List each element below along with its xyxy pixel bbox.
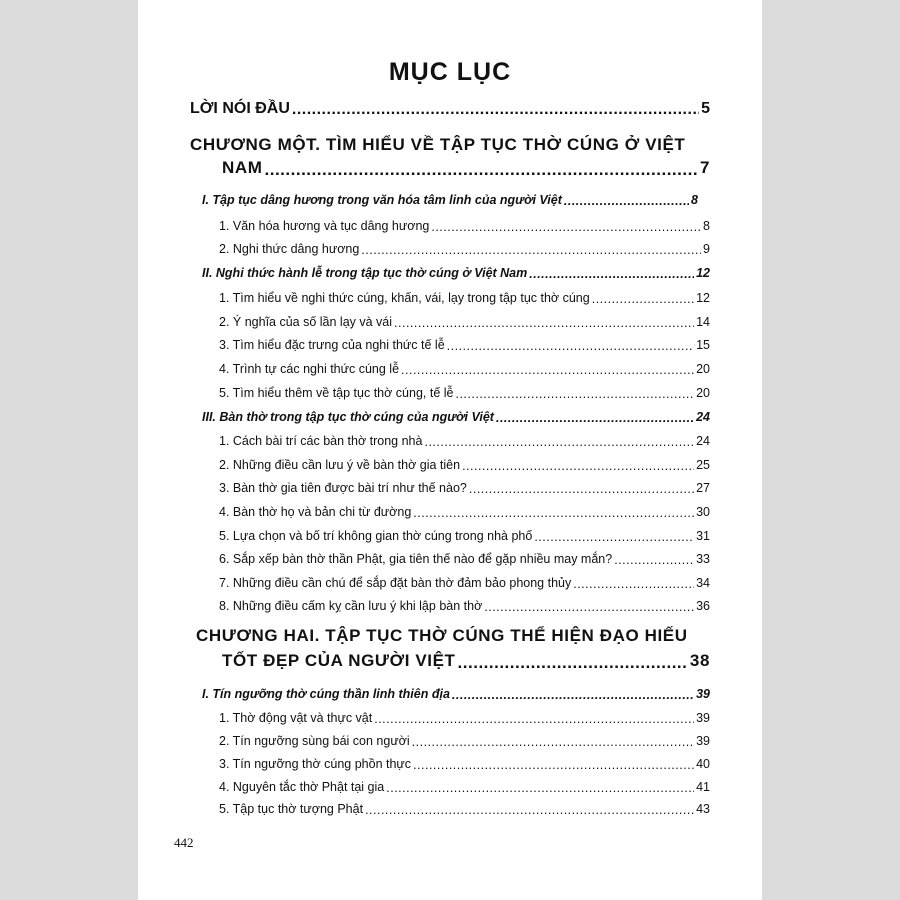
toc-entry-label: 7. Những điều cần chú để sắp đặt bàn thờ đảm bảo phong thủy bbox=[219, 576, 572, 590]
dot-leader bbox=[401, 364, 694, 377]
dot-leader bbox=[592, 293, 694, 306]
toc-entry-label: 3. Tìm hiểu đặc trưng của nghi thức tế lễ bbox=[219, 338, 445, 352]
toc-entry-label: TỐT ĐẸP CỦA NGƯỜI VIỆT bbox=[222, 651, 456, 670]
toc-entry-page: 36 bbox=[696, 599, 710, 613]
toc-entry-page: 34 bbox=[696, 576, 710, 590]
toc-entry-subsection bbox=[219, 315, 710, 329]
toc-entry-page: 40 bbox=[696, 757, 710, 771]
toc-entry-page: 39 bbox=[696, 687, 710, 701]
toc-entry-page: 5 bbox=[701, 100, 710, 117]
toc-entry-subsection bbox=[219, 386, 710, 400]
toc-entry-page: 24 bbox=[696, 434, 710, 448]
dot-leader bbox=[452, 689, 694, 702]
toc-entry-subsection bbox=[219, 458, 710, 472]
toc-entry-subsection bbox=[219, 599, 710, 613]
dot-leader bbox=[564, 195, 689, 208]
toc-entry-subsection bbox=[219, 757, 710, 771]
toc-entry-label: 1. Cách bài trí các bàn thờ trong nhà bbox=[219, 434, 423, 448]
toc-entry-label: 2. Tín ngưỡng sùng bái con người bbox=[219, 734, 410, 748]
toc-entry-section bbox=[202, 687, 710, 701]
toc-entry-page: 15 bbox=[696, 338, 710, 352]
toc-entry-label: 2. Những điều cần lưu ý về bàn thờ gia tiên bbox=[219, 458, 461, 472]
chapter-title-line: CHƯƠNG HAI. TẬP TỤC THỜ CÚNG THỂ HIỆN ĐẠO HIẾU bbox=[196, 626, 688, 645]
book-page bbox=[138, 0, 762, 900]
toc-entry-page: 8 bbox=[691, 193, 698, 207]
toc-entry-preface bbox=[190, 100, 710, 118]
toc-entry-page: 24 bbox=[696, 410, 710, 424]
dot-leader bbox=[458, 654, 688, 671]
toc-entry-label: I. Tín ngưỡng thờ cúng thần linh thiên địa bbox=[202, 687, 450, 701]
dot-leader bbox=[614, 554, 694, 567]
dot-leader bbox=[534, 531, 694, 544]
dot-leader bbox=[292, 102, 699, 118]
page-number: 442 bbox=[174, 835, 194, 850]
toc-entry-subsection bbox=[219, 242, 710, 256]
dot-leader bbox=[484, 601, 694, 614]
toc-entry-subsection bbox=[219, 576, 710, 590]
toc-entry-page: 14 bbox=[696, 315, 710, 329]
toc-entry-page: 39 bbox=[696, 734, 710, 748]
toc-entry-subsection bbox=[219, 780, 710, 794]
toc-entry-label: 4. Nguyên tắc thờ Phật tại gia bbox=[219, 780, 385, 794]
toc-entry-chapter-1 bbox=[222, 158, 710, 178]
toc-entry-page: 41 bbox=[696, 780, 710, 794]
toc-entry-subsection bbox=[219, 434, 710, 448]
toc-entry-label: 3. Bàn thờ gia tiên được bài trí như thế nào? bbox=[219, 481, 467, 495]
dot-leader bbox=[365, 804, 694, 817]
toc-entry-page: 31 bbox=[696, 529, 710, 543]
toc-entry-page: 27 bbox=[696, 481, 710, 495]
toc-entry-section bbox=[202, 266, 710, 280]
toc-entry-page: 20 bbox=[696, 362, 710, 376]
toc-entry-label: 1. Văn hóa hương và tục dâng hương bbox=[219, 219, 430, 233]
toc-entry-label: 4. Bàn thờ họ và bản chi từ đường bbox=[219, 505, 412, 519]
toc-entry-page: 39 bbox=[696, 711, 710, 725]
toc-entry-label: 8. Những điều cấm kỵ cần lưu ý khi lập bàn thờ bbox=[219, 599, 483, 613]
dot-leader bbox=[412, 736, 694, 749]
toc-entry-page: 8 bbox=[703, 219, 710, 233]
toc-entry-subsection bbox=[219, 362, 710, 376]
toc-entry-page: 7 bbox=[699, 158, 710, 177]
toc-entry-subsection bbox=[219, 291, 710, 305]
toc-entry-subsection bbox=[219, 711, 710, 725]
toc-entry-label: I. Tập tục dâng hương trong văn hóa tâm linh của người Việt bbox=[202, 193, 562, 207]
toc-entry-subsection bbox=[219, 219, 710, 233]
dot-leader bbox=[462, 460, 694, 473]
toc-entry-subsection bbox=[219, 338, 710, 352]
toc-entry-subsection bbox=[219, 529, 710, 543]
toc-entry-subsection bbox=[219, 552, 710, 566]
toc-entry-label: 6. Sắp xếp bàn thờ thần Phật, gia tiên thế nào để gặp nhiều may mắn? bbox=[219, 552, 613, 566]
toc-entry-section bbox=[202, 193, 698, 207]
toc-entry-page: 33 bbox=[696, 552, 710, 566]
toc-entry-page: 25 bbox=[696, 458, 710, 472]
toc-entry-label: 4. Trình tự các nghi thức cúng lễ bbox=[219, 362, 400, 376]
toc-entry-page: 43 bbox=[696, 802, 710, 816]
toc-entry-subsection bbox=[219, 802, 710, 816]
toc-entry-label: NAM bbox=[222, 158, 263, 177]
dot-leader bbox=[386, 782, 694, 795]
toc-entry-page: 38 bbox=[689, 651, 710, 670]
dot-leader bbox=[361, 244, 701, 257]
dot-leader bbox=[469, 483, 694, 496]
page-title: MỤC LỤC bbox=[388, 58, 512, 86]
dot-leader bbox=[529, 268, 694, 281]
toc-entry-chapter-2 bbox=[222, 651, 710, 671]
toc-entry-label: LỜI NÓI ĐẦU bbox=[190, 100, 290, 117]
toc-entry-label: 5. Tìm hiểu thêm về tập tục thờ cúng, tế lễ bbox=[219, 386, 454, 400]
toc-entry-page: 9 bbox=[703, 242, 710, 256]
dot-leader bbox=[424, 436, 694, 449]
toc-entry-page: 20 bbox=[696, 386, 710, 400]
dot-leader bbox=[394, 317, 694, 330]
toc-entry-label: 2. Nghi thức dâng hương bbox=[219, 242, 360, 256]
toc-entry-label: 1. Thờ động vật và thực vật bbox=[219, 711, 373, 725]
toc-entry-subsection bbox=[219, 481, 710, 495]
toc-entry-page: 12 bbox=[696, 291, 710, 305]
toc-entry-label: 1. Tìm hiểu về nghi thức cúng, khấn, vái, lạy trong tập tục thờ cúng bbox=[219, 291, 590, 305]
toc-entry-subsection bbox=[219, 505, 710, 519]
toc-entry-page: 30 bbox=[696, 505, 710, 519]
dot-leader bbox=[265, 161, 698, 178]
toc-entry-label: III. Bàn thờ trong tập tục thờ cúng của người Việt bbox=[202, 410, 494, 424]
toc-entry-subsection bbox=[219, 734, 710, 748]
dot-leader bbox=[431, 221, 701, 234]
toc-entry-page: 12 bbox=[696, 266, 710, 280]
toc-entry-label: 3. Tín ngưỡng thờ cúng phồn thực bbox=[219, 757, 412, 771]
toc-entry-section bbox=[202, 410, 710, 424]
dot-leader bbox=[413, 507, 694, 520]
toc-entry-label: 5. Tập tục thờ tượng Phật bbox=[219, 802, 364, 816]
chapter-title-line: CHƯƠNG MỘT. TÌM HIỂU VỀ TẬP TỤC THỜ CÚNG Ở VIỆT bbox=[190, 135, 686, 154]
dot-leader bbox=[447, 340, 694, 353]
dot-leader bbox=[573, 578, 694, 591]
toc-entry-label: 5. Lựa chọn và bố trí không gian thờ cúng trong nhà phố bbox=[219, 529, 533, 543]
dot-leader bbox=[496, 412, 694, 425]
dot-leader bbox=[374, 713, 694, 726]
toc-entry-label: II. Nghi thức hành lễ trong tập tục thờ cúng ở Việt Nam bbox=[202, 266, 528, 280]
dot-leader bbox=[413, 759, 694, 772]
toc-entry-label: 2. Ý nghĩa của số lần lạy và vái bbox=[219, 315, 393, 329]
dot-leader bbox=[455, 388, 694, 401]
